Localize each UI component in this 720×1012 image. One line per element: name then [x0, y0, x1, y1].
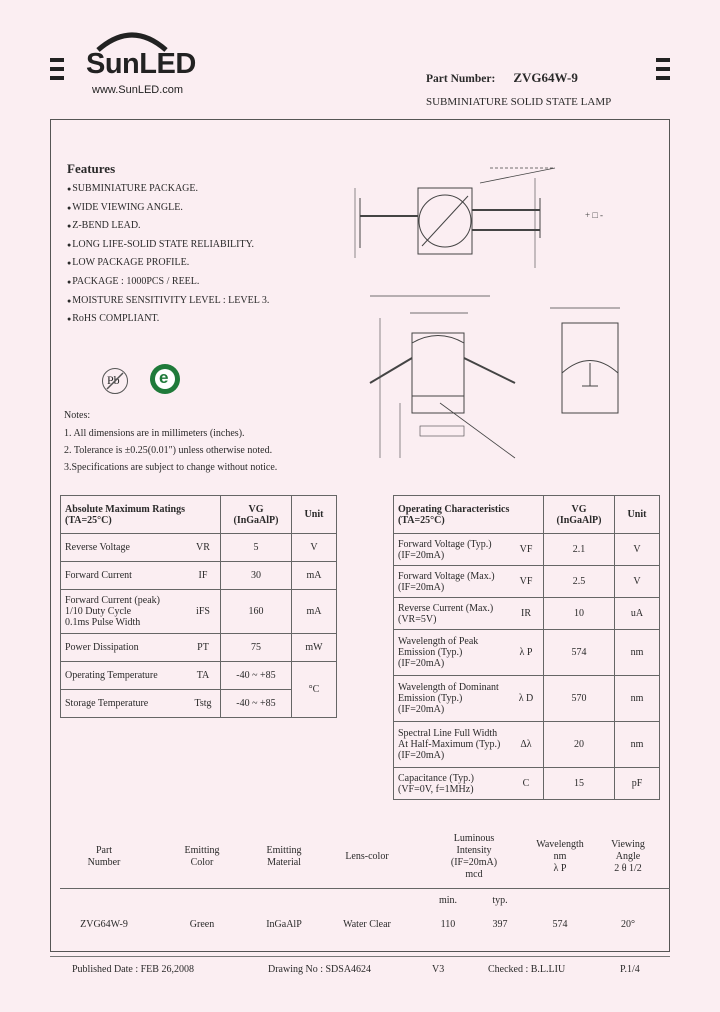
header-cond: (TA=25°C) — [398, 514, 445, 526]
svg-text:+ □ -: + □ - — [585, 210, 604, 220]
param-cell — [61, 634, 187, 662]
col-min-header: min. — [438, 895, 458, 906]
header-vg-sub: (InGaAlP) — [556, 514, 602, 526]
param-text: Emission (Typ.) — [398, 693, 463, 704]
row-part-number: ZVG64W-9 — [80, 919, 128, 930]
right-bars-icon — [656, 58, 670, 85]
rohs-e-label: e — [159, 368, 169, 387]
unit-cell: pF — [615, 768, 660, 800]
brand-logo: SunLED — [86, 48, 196, 80]
symbol-cell: iFS — [186, 590, 221, 634]
param-cell — [394, 676, 510, 722]
features-title: Features — [67, 161, 116, 176]
bullet-icon: ● — [67, 259, 72, 268]
col-part-header: Number — [87, 857, 121, 868]
col-typ-header: typ. — [492, 895, 508, 906]
symbol-cell: IF — [186, 562, 221, 590]
param-text: Power Dissipation — [65, 642, 139, 653]
brand-url[interactable]: www.SunLED.com — [92, 84, 184, 96]
table-header-row — [61, 496, 337, 534]
header-param — [61, 496, 221, 534]
param-text: Wavelength of Peak — [398, 636, 479, 647]
col-color-header: Color — [190, 857, 214, 868]
symbol-cell: PT — [186, 634, 221, 662]
note-item: 2. Tolerance is ±0.25(0.01") unless otherwise noted. — [64, 445, 273, 456]
header-unit: Unit — [292, 496, 337, 534]
op-char-table — [393, 495, 660, 800]
left-bars-icon — [50, 58, 64, 85]
param-text: Forward Current — [65, 570, 132, 581]
row-min: 110 — [440, 919, 456, 930]
param-text: At Half-Maximum (Typ.) — [398, 739, 501, 750]
feature-text: MOISTURE SENSITIVITY LEVEL : LEVEL 3. — [72, 294, 270, 306]
note-item: 1. All dimensions are in millimeters (inches). — [64, 428, 245, 439]
col-angle-header: Angle — [615, 851, 641, 862]
row-material: InGaAlP — [266, 919, 302, 930]
pb-free-label: Pb — [107, 373, 120, 387]
header-vg-label: VG — [571, 503, 587, 515]
rohs-e-icon — [150, 364, 180, 394]
symbol-cell: Δλ — [509, 722, 544, 768]
symbol-cell: VF — [509, 566, 544, 598]
footer-divider — [50, 956, 670, 957]
col-luminous-header: Luminous — [453, 833, 495, 844]
bullet-icon: ● — [67, 185, 72, 193]
header-title: Operating Characteristics — [398, 503, 510, 515]
value-cell: 2.5 — [544, 566, 615, 598]
table-row — [61, 590, 337, 634]
unit-cell: V — [615, 566, 660, 598]
feature-text: SUBMINIATURE PACKAGE. — [72, 183, 198, 194]
feature-text: LOW PACKAGE PROFILE. — [72, 257, 190, 269]
unit-cell: mW — [292, 634, 337, 662]
param-text: 0.1ms Pulse Width — [65, 617, 141, 628]
param-text: Reverse Current (Max.) — [398, 602, 494, 614]
part-number — [426, 70, 578, 86]
param-text: Operating Temperature — [65, 670, 158, 681]
param-cell — [61, 662, 187, 690]
abs-max-table — [60, 495, 337, 718]
product-subtitle: SUBMINIATURE SOLID STATE LAMP — [426, 96, 612, 108]
param-text: (IF=20mA) — [398, 658, 445, 669]
table-row — [394, 722, 660, 768]
table-row — [394, 768, 660, 800]
symbol-cell: TA — [186, 662, 221, 690]
bullet-icon: ● — [67, 222, 72, 231]
footer-version: V3 — [432, 964, 445, 975]
col-angle-header: Viewing — [611, 839, 645, 850]
value-cell: 5 — [221, 534, 292, 562]
value-cell: 30 — [221, 562, 292, 590]
param-text: Forward Current (peak) — [65, 595, 160, 606]
param-text: Reverse Voltage — [65, 542, 130, 553]
header-param — [394, 496, 544, 534]
unit-cell: nm — [615, 630, 660, 676]
param-text: (IF=20mA) — [398, 750, 445, 761]
feature-item — [67, 202, 183, 213]
col-luminous-header: mcd — [465, 869, 483, 880]
value-cell: 10 — [544, 598, 615, 630]
param-text: (IF=20mA) — [398, 549, 445, 561]
table-row — [61, 562, 337, 590]
unit-cell: mA — [292, 590, 337, 634]
table-row — [394, 598, 660, 630]
header-title: Absolute Maximum Ratings — [65, 503, 186, 515]
pb-free-icon — [102, 368, 128, 394]
param-text: (IF=20mA) — [398, 581, 445, 593]
feature-text: Z-BEND LEAD. — [72, 220, 141, 232]
footer-checked: Checked : B.L.LIU — [488, 964, 566, 975]
value-cell: 15 — [544, 768, 615, 800]
feature-item — [67, 183, 198, 194]
header-cond: (TA=25°C) — [65, 514, 112, 526]
symbol-cell: λ D — [509, 676, 544, 722]
table-row — [61, 634, 337, 662]
bullet-icon: ● — [67, 296, 72, 305]
param-text: Emission (Typ.) — [398, 647, 463, 658]
selection-divider — [60, 888, 670, 889]
row-color: Green — [189, 919, 215, 930]
feature-item — [67, 295, 269, 306]
param-text: 1/10 Duty Cycle — [65, 606, 132, 617]
footer-published: Published Date : FEB 26,2008 — [72, 964, 194, 975]
unit-cell: V — [615, 534, 660, 566]
table-row — [394, 566, 660, 598]
col-luminous-header: (IF=20mA) — [450, 857, 498, 868]
table-row — [61, 662, 337, 690]
unit-cell: nm — [615, 676, 660, 722]
symbol-cell: Tstg — [186, 690, 221, 718]
table-row — [394, 534, 660, 566]
param-text: Forward Voltage (Max.) — [398, 570, 495, 582]
table-header-row — [394, 496, 660, 534]
row-angle: 20° — [621, 919, 635, 930]
feature-text: PACKAGE : 1000PCS / REEL. — [72, 276, 200, 287]
table-row — [61, 534, 337, 562]
value-cell: 570 — [544, 676, 615, 722]
feature-item — [67, 276, 199, 287]
bullet-icon: ● — [67, 203, 72, 212]
col-material-header: Material — [267, 857, 301, 868]
part-number-value: ZVG64W-9 — [513, 70, 578, 85]
unit-cell: nm — [615, 722, 660, 768]
part-number-label: Part Number: — [426, 73, 496, 85]
value-cell: -40 ~ +85 — [221, 690, 292, 718]
feature-text: RoHS COMPLIANT. — [72, 313, 160, 325]
param-text: (IF=20mA) — [398, 704, 445, 715]
feature-text: LONG LIFE-SOLID STATE RELIABILITY. — [72, 238, 255, 250]
param-text: Forward Voltage (Typ.) — [398, 538, 492, 550]
value-cell: 2.1 — [544, 534, 615, 566]
footer-page: P.1/4 — [620, 964, 640, 975]
symbol-cell: VF — [509, 534, 544, 566]
table-row — [394, 676, 660, 722]
bullet-icon: ● — [67, 315, 72, 324]
unit-cell: °C — [292, 662, 337, 718]
row-lens: Water Clear — [343, 919, 391, 930]
param-text: Spectral Line Full Width — [398, 728, 498, 739]
notes-title: Notes: — [64, 410, 91, 421]
col-wavelength-header: nm — [553, 851, 567, 862]
param-text: Storage Temperature — [65, 698, 149, 709]
value-cell: 20 — [544, 722, 615, 768]
footer-drawing: Drawing No : SDSA4624 — [268, 964, 372, 975]
unit-cell: mA — [292, 562, 337, 590]
param-text: Capacitance (Typ.) — [398, 772, 474, 784]
param-cell — [61, 590, 187, 634]
value-cell: 75 — [221, 634, 292, 662]
feature-text: WIDE VIEWING ANGLE. — [72, 201, 183, 213]
table-row — [394, 630, 660, 676]
row-typ: 397 — [492, 919, 508, 930]
bullet-icon: ● — [67, 240, 72, 249]
value-cell: 574 — [544, 630, 615, 676]
param-cell — [394, 630, 510, 676]
param-cell — [394, 566, 510, 598]
header-vg — [544, 496, 615, 534]
value-cell: -40 ~ +85 — [221, 662, 292, 690]
note-item: 3.Specifications are subject to change without notice. — [64, 462, 278, 473]
param-cell — [394, 534, 510, 566]
col-wavelength-header: Wavelength — [536, 839, 584, 850]
symbol-cell: VR — [186, 534, 221, 562]
col-angle-header: 2 θ 1/2 — [614, 863, 642, 874]
feature-item — [67, 220, 141, 231]
param-text: (VR=5V) — [398, 613, 437, 625]
param-text: (VF=0V, f=1MHz) — [398, 783, 474, 795]
col-color-header: Emitting — [184, 845, 220, 856]
col-part-header: Part — [95, 845, 113, 856]
feature-item — [67, 239, 254, 250]
param-cell — [61, 534, 187, 562]
feature-item — [67, 313, 159, 324]
header-unit: Unit — [615, 496, 660, 534]
unit-cell: uA — [615, 598, 660, 630]
col-wavelength-header: λ P — [553, 863, 567, 874]
param-cell — [394, 598, 510, 630]
header-vg-sub: (InGaAlP) — [233, 514, 279, 526]
header-vg-label: VG — [248, 503, 264, 515]
col-luminous-header: Intensity — [456, 845, 492, 856]
symbol-cell: C — [509, 768, 544, 800]
param-cell — [61, 562, 187, 590]
header-vg — [221, 496, 292, 534]
param-cell — [61, 690, 187, 718]
package-dimension-drawing — [340, 158, 660, 468]
symbol-cell: λ P — [509, 630, 544, 676]
col-lens-header: Lens-color — [345, 851, 389, 862]
value-cell: 160 — [221, 590, 292, 634]
feature-item — [67, 257, 189, 268]
bullet-icon: ● — [67, 278, 72, 286]
unit-cell: V — [292, 534, 337, 562]
param-cell — [394, 722, 510, 768]
row-wavelength: 574 — [552, 919, 568, 930]
param-cell — [394, 768, 510, 800]
col-material-header: Emitting — [266, 845, 302, 856]
param-text: Wavelength of Dominant — [398, 682, 499, 693]
symbol-cell: IR — [509, 598, 544, 630]
